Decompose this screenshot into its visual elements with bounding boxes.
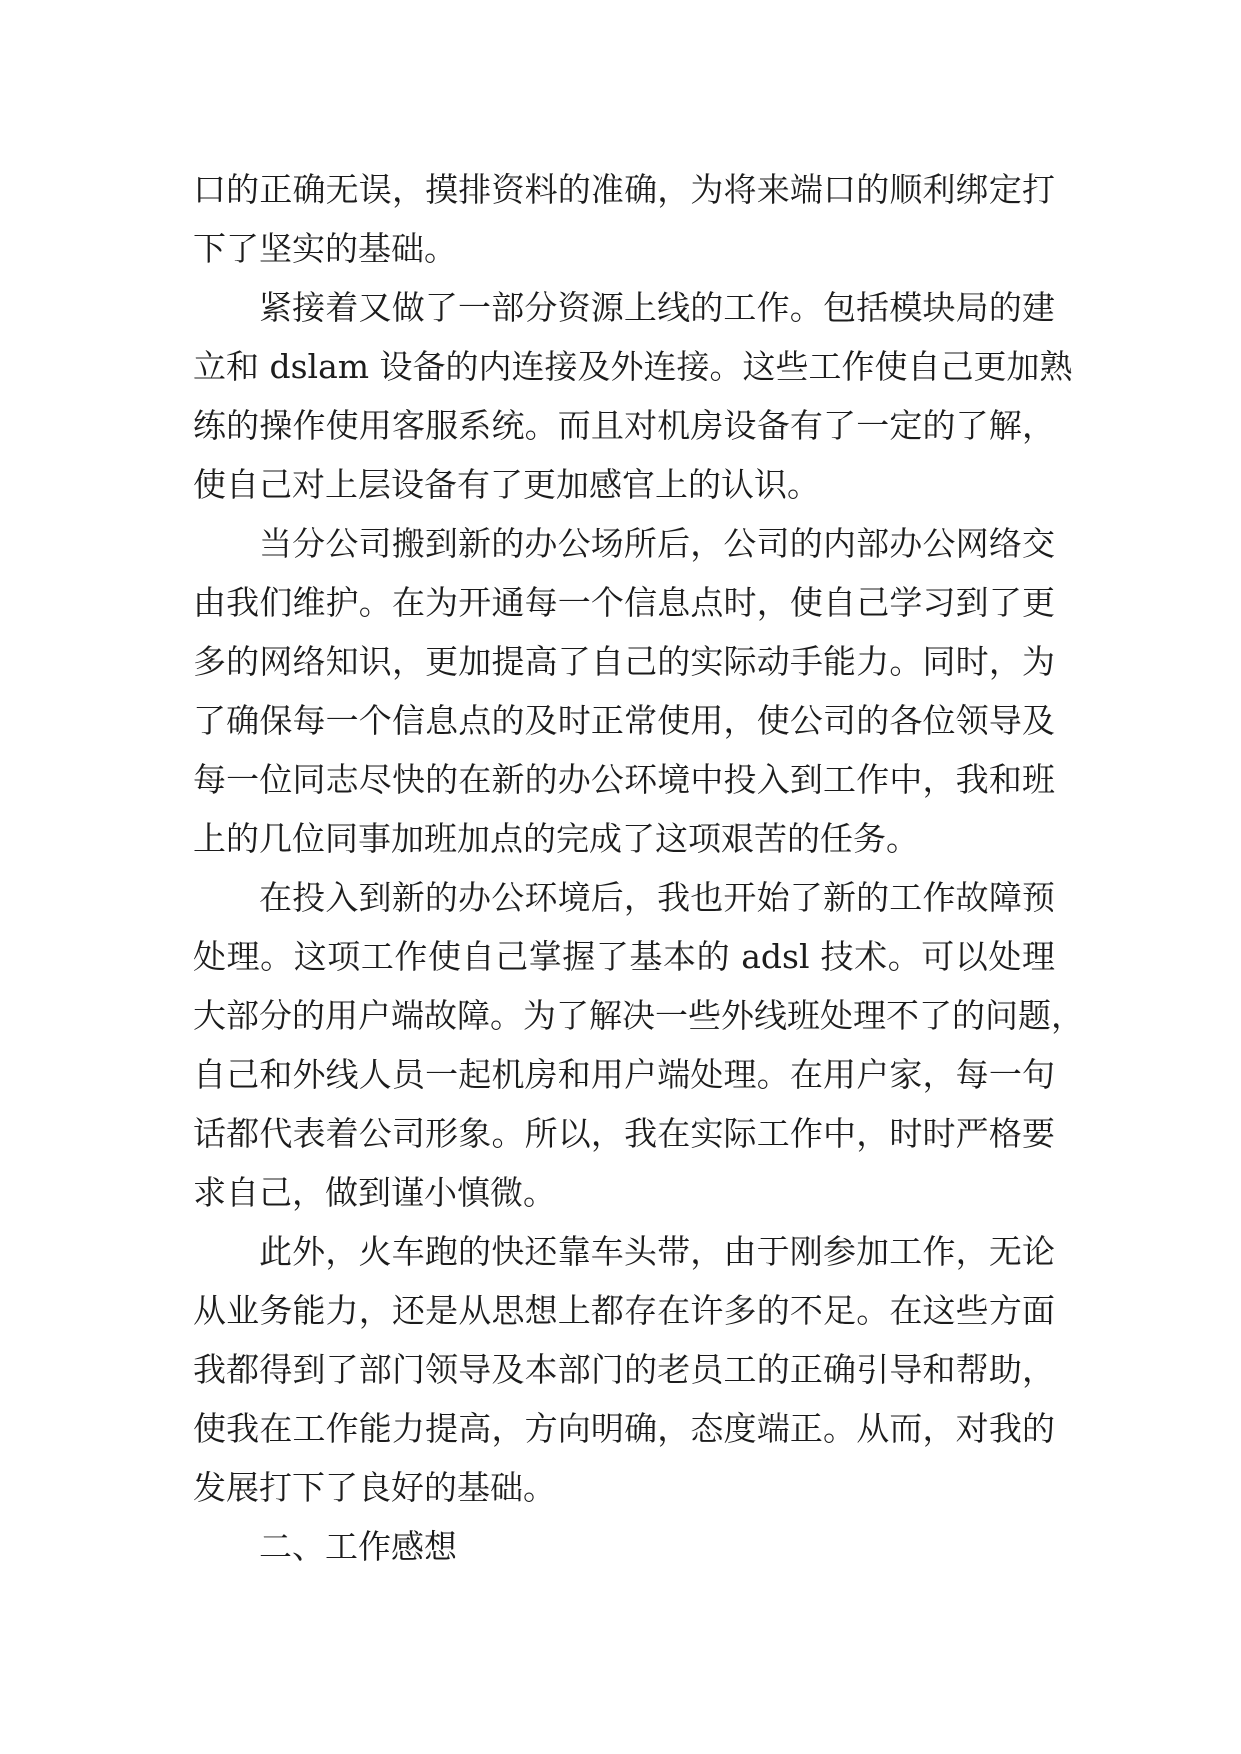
- text-line: 使我在工作能力提高，方向明确，态度端正。从而，对我的: [193, 1409, 1055, 1448]
- text-line: 自己和外线人员一起机房和用户端处理。在用户家，每一句: [193, 1055, 1055, 1094]
- text-line: 紧接着又做了一部分资源上线的工作。包括模块局的建: [259, 288, 1055, 327]
- text-line: 求自己，做到谨小慎微。: [193, 1173, 556, 1212]
- text-line: 大部分的用户端故障。为了解决一些外线班处理不了的问题，: [193, 996, 1084, 1035]
- text-line: 口的正确无误，摸排资料的准确，为将来端口的顺利绑定打: [193, 170, 1055, 209]
- text-line: 使自己对上层设备有了更加感官上的认识。: [193, 465, 820, 504]
- text-line: 上的几位同事加班加点的完成了这项艰苦的任务。: [193, 819, 919, 858]
- text-line: 每一位同志尽快的在新的办公环境中投入到工作中，我和班: [193, 760, 1055, 799]
- text-line: 多的网络知识，更加提高了自己的实际动手能力。同时，为: [193, 642, 1055, 681]
- paragraph: [193, 1517, 1055, 1576]
- text-line: 练的操作使用客服系统。而且对机房设备有了一定的了解，: [193, 406, 1055, 445]
- text-line: 立和 dslam 设备的内连接及外连接。这些工作使自己更加熟: [193, 347, 1073, 386]
- paragraph: [193, 868, 1084, 1222]
- text-line: 话都代表着公司形象。所以，我在实际工作中，时时严格要: [193, 1114, 1055, 1153]
- text-line: 此外，火车跑的快还靠车头带，由于刚参加工作，无论: [259, 1232, 1055, 1271]
- text-line: 从业务能力，还是从思想上都存在许多的不足。在这些方面: [193, 1291, 1055, 1330]
- paragraph: [193, 160, 1055, 278]
- text-line: 下了坚实的基础。: [193, 229, 457, 268]
- text-line: 由我们维护。在为开通每一个信息点时，使自己学习到了更: [193, 583, 1055, 622]
- paragraph: [193, 514, 1055, 868]
- text-line: 二、工作感想: [259, 1527, 457, 1566]
- text-line: 发展打下了良好的基础。: [193, 1468, 556, 1507]
- text-line: 了确保每一个信息点的及时正常使用，使公司的各位领导及: [193, 701, 1055, 740]
- text-line: 处理。这项工作使自己掌握了基本的 adsl 技术。可以处理: [193, 937, 1055, 976]
- document-body: [193, 160, 1084, 1576]
- text-line: 当分公司搬到新的办公场所后，公司的内部办公网络交: [259, 524, 1055, 563]
- paragraph: [193, 1222, 1055, 1517]
- paragraph: [193, 278, 1073, 514]
- text-line: 我都得到了部门领导及本部门的老员工的正确引导和帮助，: [193, 1350, 1055, 1389]
- text-line: 在投入到新的办公环境后，我也开始了新的工作故障预: [259, 878, 1055, 917]
